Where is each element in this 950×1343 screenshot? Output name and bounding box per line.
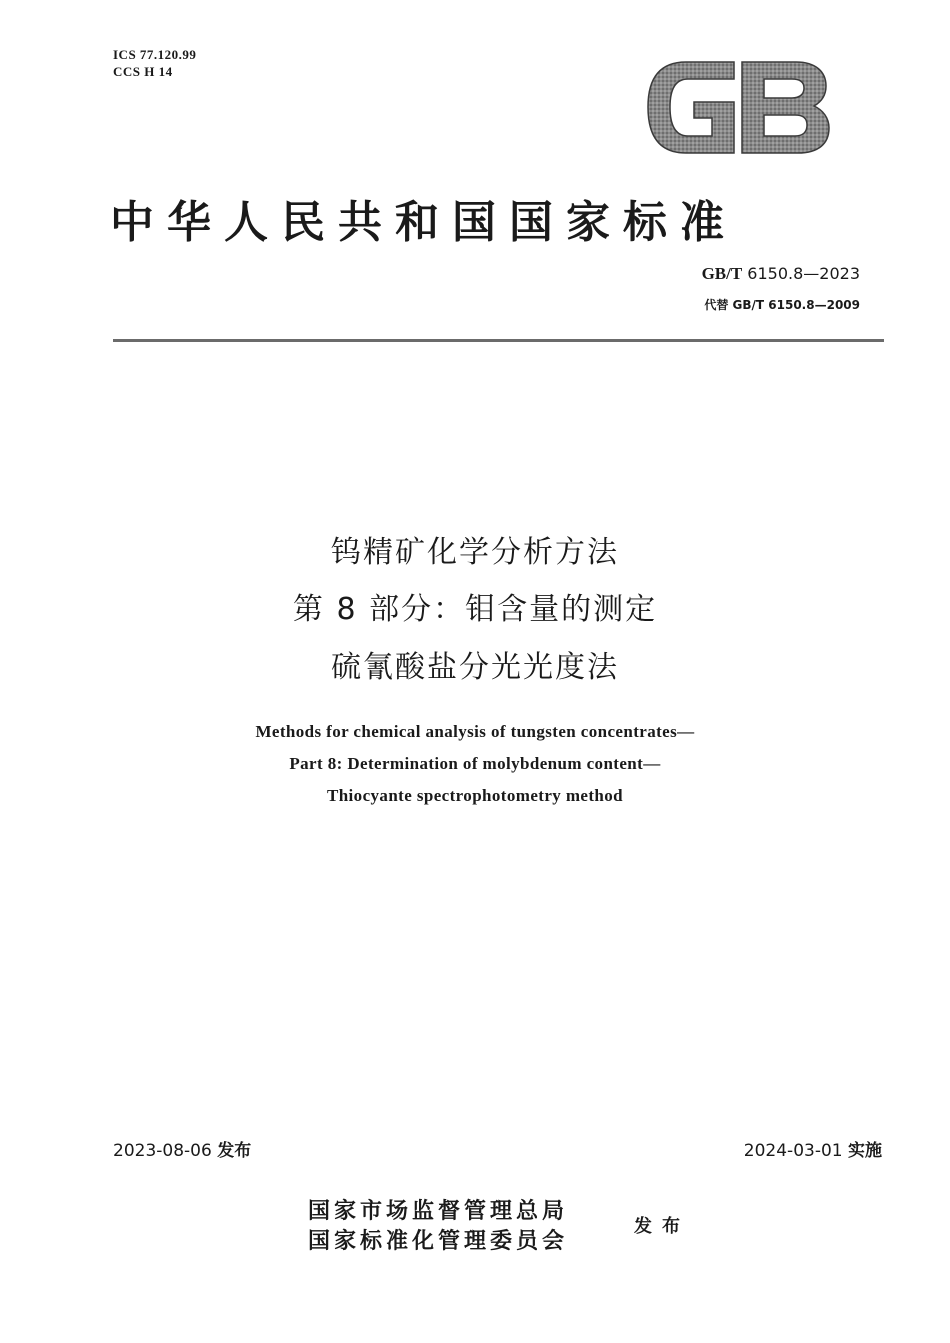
issuer-sac: 国家标准化管理委员会 — [308, 1228, 569, 1254]
title-cn-line3: 硫氰酸盐分光光度法 — [331, 650, 619, 685]
standard-number-value: 6150.8—2023 — [747, 264, 860, 283]
issue-word: 发布 — [634, 1216, 690, 1237]
title-en-line3: Thiocyante spectrophotometry method — [326, 786, 624, 805]
ccs-code: CCS H 14 — [113, 64, 173, 79]
issue-date-label: 发布 — [217, 1141, 252, 1161]
national-standard-name: 中华人民共和国国家标准 — [110, 197, 737, 248]
implement-date — [744, 1136, 882, 1161]
classification-codes — [113, 46, 196, 80]
title-en-line1: Methods for chemical analysis of tungsten concentrates— — [255, 722, 695, 741]
implement-date-value: 2024-03-01 — [743, 1141, 843, 1161]
replaces-standard — [704, 296, 860, 313]
gb-logo-icon — [646, 60, 831, 155]
issue-date-value: 2023-08-06 — [113, 1141, 212, 1161]
standard-number-prefix: GB/T — [701, 264, 743, 283]
standard-number — [702, 264, 860, 284]
replaces-number: 6150.8—2009 — [768, 298, 860, 312]
implement-date-label: 实施 — [848, 1141, 882, 1161]
title-en-line2: Part 8: Determination of molybdenum content— — [289, 754, 661, 773]
title-cn-line1: 钨精矿化学分析方法 — [331, 535, 619, 570]
issue-date — [113, 1136, 251, 1161]
title-cn-line2: 第 8 部分：钼含量的测定 — [292, 592, 658, 627]
header-divider — [113, 339, 884, 342]
issuing-organizations — [308, 1196, 568, 1256]
ics-code: ICS 77.120.99 — [113, 47, 197, 62]
issuer-samr: 国家市场监督管理总局 — [308, 1198, 569, 1224]
replaces-label: 代替 — [704, 298, 729, 312]
replaces-prefix: GB/T — [732, 298, 765, 312]
